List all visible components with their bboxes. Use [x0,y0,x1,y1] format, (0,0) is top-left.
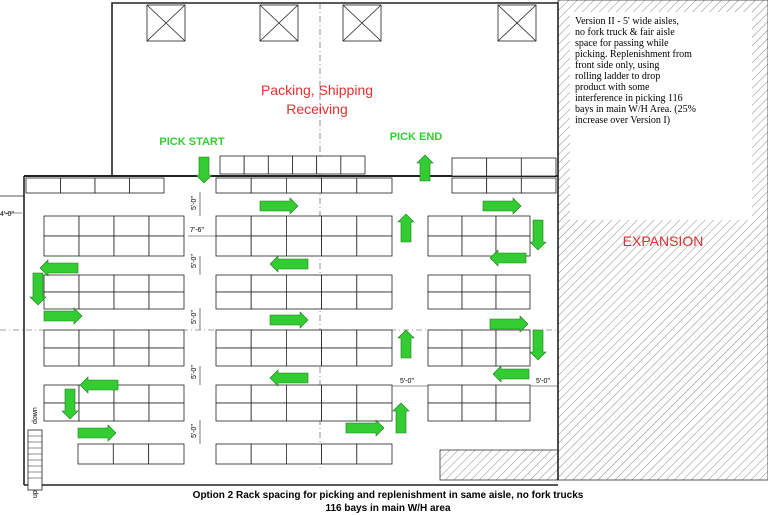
note-line: increase over Version I) [575,115,671,126]
rack-bay [322,275,357,292]
rack-bay [496,385,530,403]
flow-arrow-right [44,308,82,324]
rack-bay-bottom [286,444,321,464]
rack-bay [462,216,496,236]
rack-bay [462,330,496,348]
rack-bay [149,385,184,403]
rack-bay [357,385,392,403]
rack-bay [149,330,184,348]
note-line: interference in picking 116 [575,93,683,104]
pick-end-label: PICK END [389,131,443,143]
note-line: Version II - 5' wide aisles, [575,16,679,27]
note-line: no fork truck & fair aisle [575,27,675,38]
rack-bay [79,330,114,348]
rack-bay [462,275,496,292]
flow-arrow-down [196,157,212,183]
rack-bay-bottom [113,444,148,464]
rack-bay [462,403,496,421]
rack-bay [428,216,462,236]
rack-bay [251,385,286,403]
rack-bay-top [244,156,268,174]
note-line: product with some [575,82,650,93]
rack-bay [496,216,530,236]
rack-bay [216,216,251,236]
rack-bay [496,348,530,366]
rack-bay [251,236,286,256]
rack-bay [216,348,251,366]
rack-bay [79,292,114,309]
packing-zone-label: Packing, Shipping [260,82,374,98]
flow-arrow-left [270,370,308,386]
rack-bay [286,275,321,292]
rack-bay [462,348,496,366]
stairs-down-label: down [32,407,39,424]
rack-bay-top [26,178,61,193]
rack-bay [114,236,149,256]
flow-arrow-right [483,198,521,214]
flow-arrow-left [270,256,308,272]
rack-bay-top [521,158,556,176]
rack-bay-top [452,158,487,176]
caption-line-1: Option 2 Rack spacing for picking and replenishment in same aisle, no fork trucks [192,490,584,501]
rack-bay [428,275,462,292]
rack-bay [286,330,321,348]
note-line: front side only, using [575,60,660,71]
rack-bay [149,216,184,236]
flow-arrow-right [346,420,384,436]
rack-bay [114,292,149,309]
rack-bay [286,236,321,256]
flow-arrow-up [417,155,433,181]
aisle-dimension: 5'-0" [191,254,198,268]
expansion-label: EXPANSION [622,233,704,249]
rack-bay [322,216,357,236]
rack-bay [216,292,251,309]
rack-bay [44,330,79,348]
rack-bay-top [61,178,96,193]
note-line: rolling ladder to drop [575,71,661,82]
dock-doors [147,5,536,41]
rack-bay [357,216,392,236]
rack-bay [216,330,251,348]
cross-aisle-dimension: 7'-6" [190,227,204,234]
rack-bay [322,348,357,366]
rack-bay [428,236,462,256]
rack-bay-top [220,156,244,174]
rack-bay-bottom [357,444,392,464]
rack-bay [251,216,286,236]
flow-arrow-down [30,273,46,305]
rack-bay [357,330,392,348]
rack-bay [44,292,79,309]
rack-bay [251,292,286,309]
flow-arrow-down [530,330,546,360]
rack-bay [322,403,357,421]
flow-arrow-right [260,198,298,214]
flow-arrow-right [270,312,308,328]
rack-bay [216,385,251,403]
pick-start-label: PICK START [159,136,225,148]
horizontal-aisle-dimension: 5'-0" [400,378,414,385]
rack-bay [462,292,496,309]
flow-arrow-left [40,260,78,276]
rack-bay-top [293,156,317,174]
rack-bay [428,348,462,366]
rack-bay [428,292,462,309]
rack-bay-top [95,178,130,193]
rack-bay-top [268,156,292,174]
rack-bay-top [452,178,487,193]
rack-bay-top [487,178,522,193]
rack-bay-top [317,156,341,174]
rack-bay [462,385,496,403]
rack-bay [114,330,149,348]
rack-bay-top [487,158,522,176]
rack-bay [251,275,286,292]
rack-bay [357,275,392,292]
rack-bay [114,216,149,236]
rack-bay-top [341,156,365,174]
rack-bay-top [521,178,556,193]
rack-bay [251,330,286,348]
rack-bay-bottom [78,444,113,464]
rack-bay [114,348,149,366]
rack-bay-top [322,178,357,193]
flow-arrow-up [398,214,414,242]
rack-bay-bottom [251,444,286,464]
rack-bay [286,348,321,366]
rack-bay [286,385,321,403]
rack-bay [114,385,149,403]
rack-bay-top [216,178,251,193]
flow-arrow-right [78,425,116,441]
rack-bay [79,348,114,366]
stairs-up-label: up [32,490,39,498]
rack-bay [357,292,392,309]
rack-bay [44,216,79,236]
rack-bay [496,330,530,348]
receiving-zone-label: Receiving [286,101,348,117]
rack-bay [428,403,462,421]
rack-bay [357,348,392,366]
note-line: bays in main W/H Area. (25% [575,104,696,115]
rack-bay-bottom [322,444,357,464]
rack-bay [44,236,79,256]
rack-bay [428,330,462,348]
rack-bay-bottom [149,444,184,464]
rack-bay [44,348,79,366]
aisle-dimension: 5'-0" [191,365,198,379]
rack-bay [322,385,357,403]
rack-bay [216,236,251,256]
bottom-hatch-area [440,450,558,480]
rack-bay [79,236,114,256]
rack-bay [496,275,530,292]
rack-bay [79,403,114,421]
rack-bay [286,403,321,421]
rack-bay [79,216,114,236]
aisle-dimension: 5'-0" [191,424,198,438]
rack-bay [496,292,530,309]
rack-bay [357,236,392,256]
rack-bay [251,403,286,421]
aisle-dimension: 5'-0" [191,310,198,324]
rack-bay [149,292,184,309]
flow-arrow-up [398,330,414,358]
stairs [28,407,42,498]
rack-bay [149,403,184,421]
rack-bay-top [251,178,286,193]
rack-bay [44,275,79,292]
rack-bay [322,330,357,348]
rack-bay [357,403,392,421]
flow-arrow-up [393,403,409,433]
left-gap-dimension: 4'-0" [0,211,14,218]
note-line: picking. Replenishment from [575,49,692,60]
rack-bay-top [357,178,392,193]
flow-arrow-left [493,366,529,382]
aisle-dimension: 5'-0" [191,196,198,210]
rack-bay-top [130,178,165,193]
rack-bay [216,275,251,292]
rack-bay [149,236,184,256]
rack-bay [462,236,496,256]
rack-bay [114,403,149,421]
rack-bay [251,348,286,366]
rack-bay-bottom [216,444,251,464]
flow-arrow-down [530,220,546,250]
rack-bay [149,275,184,292]
rack-bay [496,403,530,421]
rack-bay [322,292,357,309]
caption-line-2: 116 bays in main W/H area [325,503,451,514]
rack-bay [286,216,321,236]
rack-bay [149,348,184,366]
horizontal-aisle-dimension: 5'-0" [536,378,550,385]
rack-bay [79,275,114,292]
rack-bay [286,292,321,309]
rack-bay [322,236,357,256]
rack-bay [216,403,251,421]
rack-bay-top [286,178,321,193]
rack-bay [428,385,462,403]
rack-bay [114,275,149,292]
note-line: space for passing while [575,38,669,49]
